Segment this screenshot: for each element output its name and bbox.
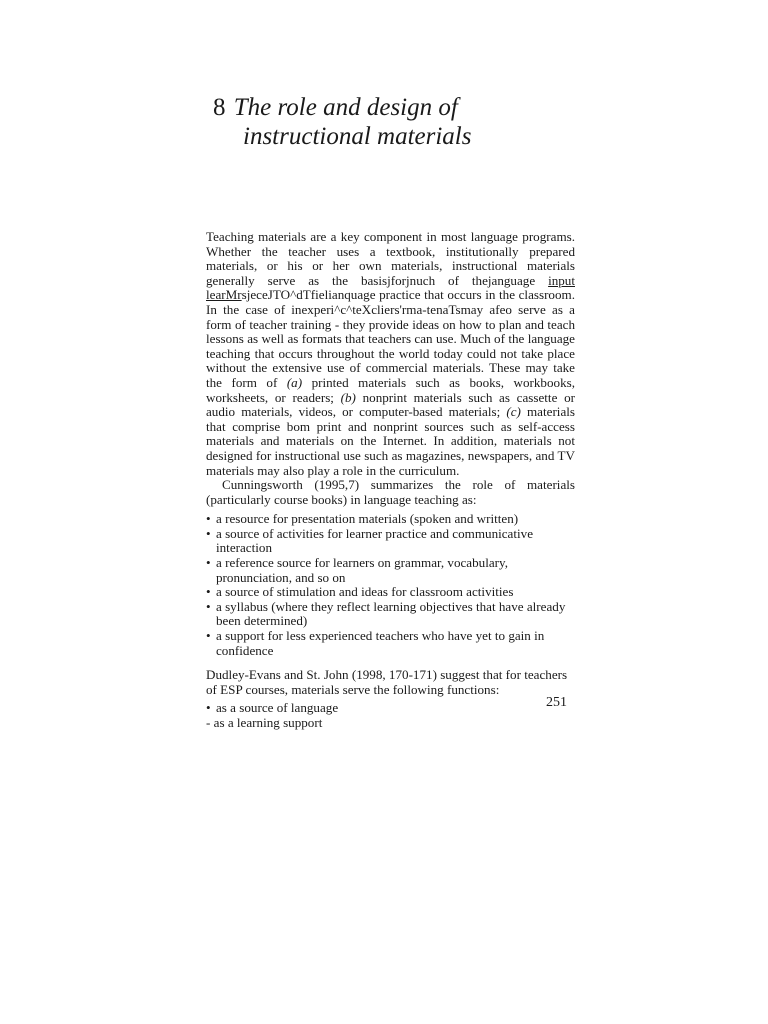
chapter-title-line1: The role and design of — [233, 94, 458, 121]
para1-text-4: nonprint materials such as cassette or audio materials, videos, or computer-based materials; — [206, 389, 575, 420]
para1-text-2: sjeceJTO^dTfielianquage practice that occurs in the classroom. In the case of inexperi^c^teXcliers'rma-tenaTsmay afeo serve as a form of teacher training - they provide ideas on how to plan and teach lessons as well as formats that teachers can use. Much of the language teaching that occurs throughout the world today could not take place without the extensive use of commercial materials. These may take the form of — [206, 287, 575, 390]
paragraph-dudley-evans: Dudley-Evans and St. John (1998, 170-171) suggest that for teachers of ESP courses, materials serve the following functions: — [206, 667, 568, 697]
list-item: - as a learning support — [206, 715, 323, 730]
list-item: • as a source of language — [206, 701, 575, 716]
chapter-title — [213, 93, 633, 151]
list-item: • a resource for presentation materials (spoken and written) — [206, 512, 575, 527]
page-number: 251 — [546, 695, 567, 710]
body-text — [206, 230, 575, 731]
label-a: (a) — [286, 374, 303, 390]
para1-text-3: printed materials such as books, workbooks, worksheets, or readers; — [206, 374, 575, 405]
chapter-number: 8 — [213, 94, 226, 121]
ocr-underlined-text: input learMr — [206, 272, 575, 303]
label-b: (b) — [340, 389, 356, 405]
paragraph-cunningsworth: Cunningsworth (1995,7) summarizes the role of materials (particularly course books) in language teaching as: — [206, 477, 575, 507]
list-item: • a reference source for learners on grammar, vocabulary, pronunciation, and so on — [206, 556, 575, 585]
list-item: • a support for less experienced teachers who have yet to gain in confidence — [206, 629, 575, 658]
list-item: • a syllabus (where they reflect learning objectives that have already been determined) — [206, 600, 575, 629]
paragraph-intro — [206, 230, 575, 478]
para1-text-5: materials that comprise bom print and nonprint sources such as self-access materials and materials on the Internet. In addition, materials not designed for instructional use such as magazines, newspapers, and TV materials may also play a role in the curriculum. — [206, 404, 575, 478]
chapter-title-line2: instructional materials — [243, 123, 472, 150]
list-item: • a source of activities for learner practice and communicative interaction — [206, 527, 575, 556]
list-item: • a source of stimulation and ideas for classroom activities — [206, 585, 575, 600]
para1-text-1: Teaching materials are a key component in most language programs. Whether the teacher uses a textbook, institutionally prepared materials, or his or her own materials, instructional materials generally serve as the basisjforjnuch of thejanguage — [206, 229, 575, 288]
bullet-list — [206, 512, 575, 658]
functions-list — [206, 701, 575, 730]
label-c: (c) — [506, 404, 521, 420]
